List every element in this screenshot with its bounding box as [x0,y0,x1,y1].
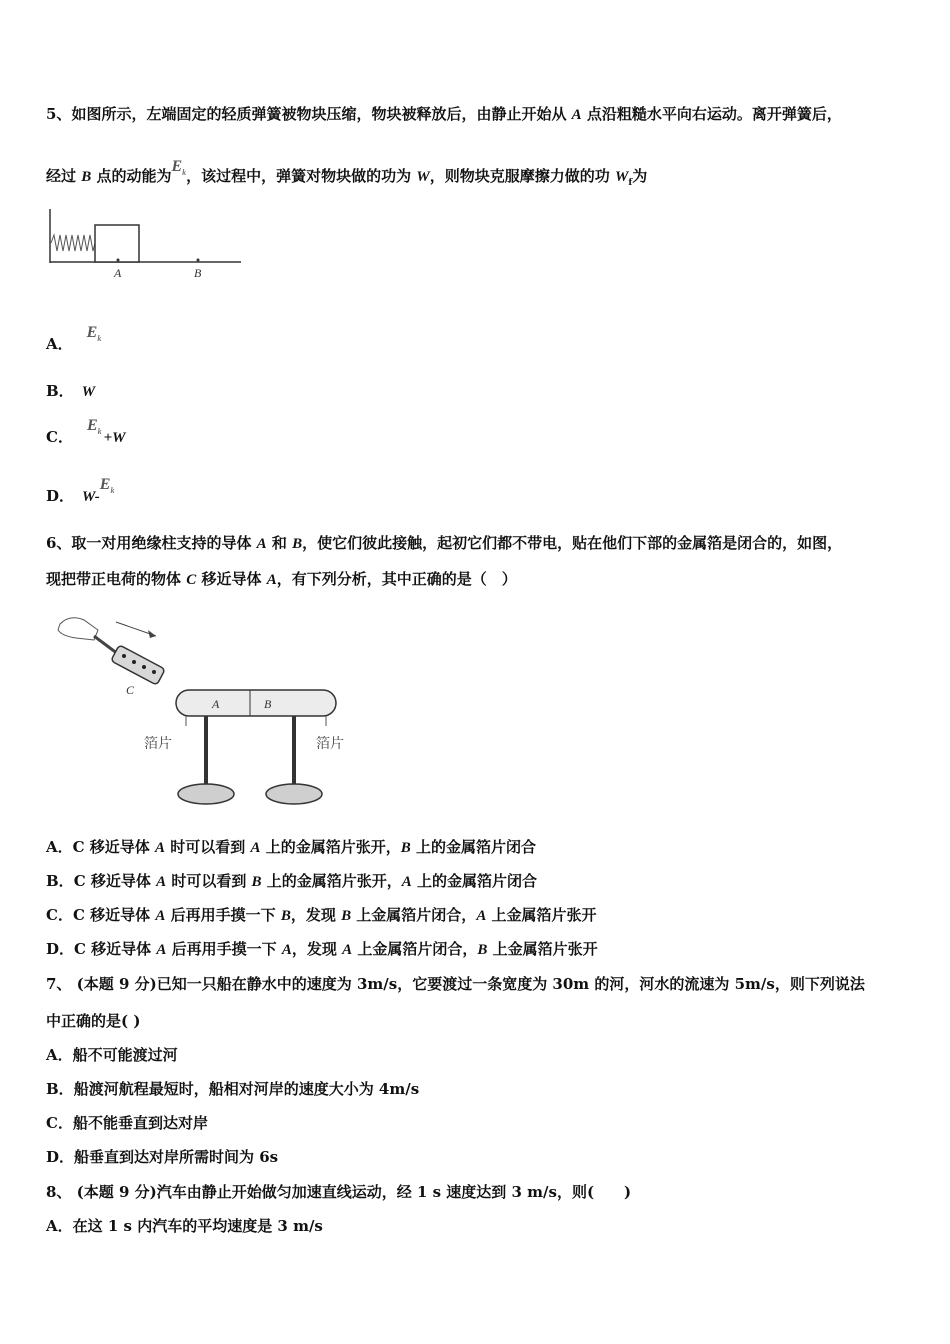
point-a [117,259,120,262]
label-b-conductor: B [264,697,272,711]
foil-label-left: 箔片 [144,736,172,752]
q7-line-1: 7、 (本题 9 分)已知一只船在静水中的速度为 3m/s，它要渡过一条宽度为 30m 的河，河水的流速为 5m/s，则下列说法 [46,975,865,993]
q7-line-2: 中正确的是( ) [46,1012,141,1030]
q7-option-a[interactable]: A．船不可能渡过河 [46,1046,178,1064]
base-right [266,784,322,804]
q5-line-1: 5、如图所示，左端固定的轻质弹簧被物块压缩，物块被释放后，由静止开始从 A 点沿粗糙水平向右运动。离开弹簧后， [46,105,842,123]
q6-option-c[interactable]: C．C 移近导体 A 后再用手摸一下 B，发现 B 上金属箔片闭合，A 上金属箔片张开 [46,906,597,924]
q6-option-a[interactable]: A．C 移近导体 A 时可以看到 A 上的金属箔片张开，B 上的金属箔片闭合 [46,838,536,856]
q6-option-d[interactable]: D．C 移近导体 A 后再用手摸一下 A，发现 A 上金属箔片闭合，B 上金属箔片张开 [46,940,598,958]
foil-label-right: 箔片 [316,736,344,752]
hand [58,618,98,640]
arrow-head [148,630,156,638]
label-a-conductor: A [212,697,220,711]
conductor-figure [46,608,366,818]
q5-line-2: 经过 B 点的动能为$E_k$，该过程中，弹簧对物块做的功为 W，则物块克服摩擦力做的功 $W_f$为 [46,158,648,188]
q7-option-c[interactable]: C．船不能垂直到达对岸 [46,1114,208,1132]
label-c: C [126,683,135,697]
label-a: A [114,266,122,280]
q6-line-2: 现把带正电荷的物体 C 移近导体 A，有下列分析，其中正确的是（ ） [46,570,517,588]
charge-dot [122,654,126,658]
q6-option-b[interactable]: B．C 移近导体 A 时可以看到 B 上的金属箔片张开，A 上的金属箔片闭合 [46,872,538,890]
q6-line-1: 6、取一对用绝缘柱支持的导体 A 和 B，使它们彼此接触，起初它们都不带电，贴在他们下部的金属箔是闭合的，如图， [46,534,843,552]
rod [94,636,118,654]
charged-body-c [111,645,165,685]
spring-block-figure [46,205,246,285]
q7-option-d[interactable]: D．船垂直到达对岸所需时间为 6s [46,1148,279,1166]
label-b: B [194,266,202,280]
base-left [178,784,234,804]
q5-option-a[interactable]: A．$E_k$ [46,324,102,353]
q5-option-d[interactable]: D． $W-E_k$ [46,476,115,505]
block [95,225,139,262]
conductor-ab [176,690,336,716]
q5-option-b[interactable]: B． W [46,382,96,400]
ek-symbol: $E_k$ [171,158,187,178]
spring [51,235,95,251]
charge-dot [132,660,136,664]
q5-option-c[interactable]: C．$E_k +W$ [46,417,126,446]
q7-option-b[interactable]: B．船渡河航程最短时，船相对河岸的速度大小为 4m/s [46,1080,420,1098]
charge-dot [142,665,146,669]
charge-dot [152,670,156,674]
q8-line-1: 8、 (本题 9 分)汽车由静止开始做匀加速直线运动，经 1 s 速度达到 3 m/s，则( ) [46,1183,632,1201]
q8-option-a[interactable]: A．在这 1 s 内汽车的平均速度是 3 m/s [46,1217,323,1235]
point-b [197,259,200,262]
